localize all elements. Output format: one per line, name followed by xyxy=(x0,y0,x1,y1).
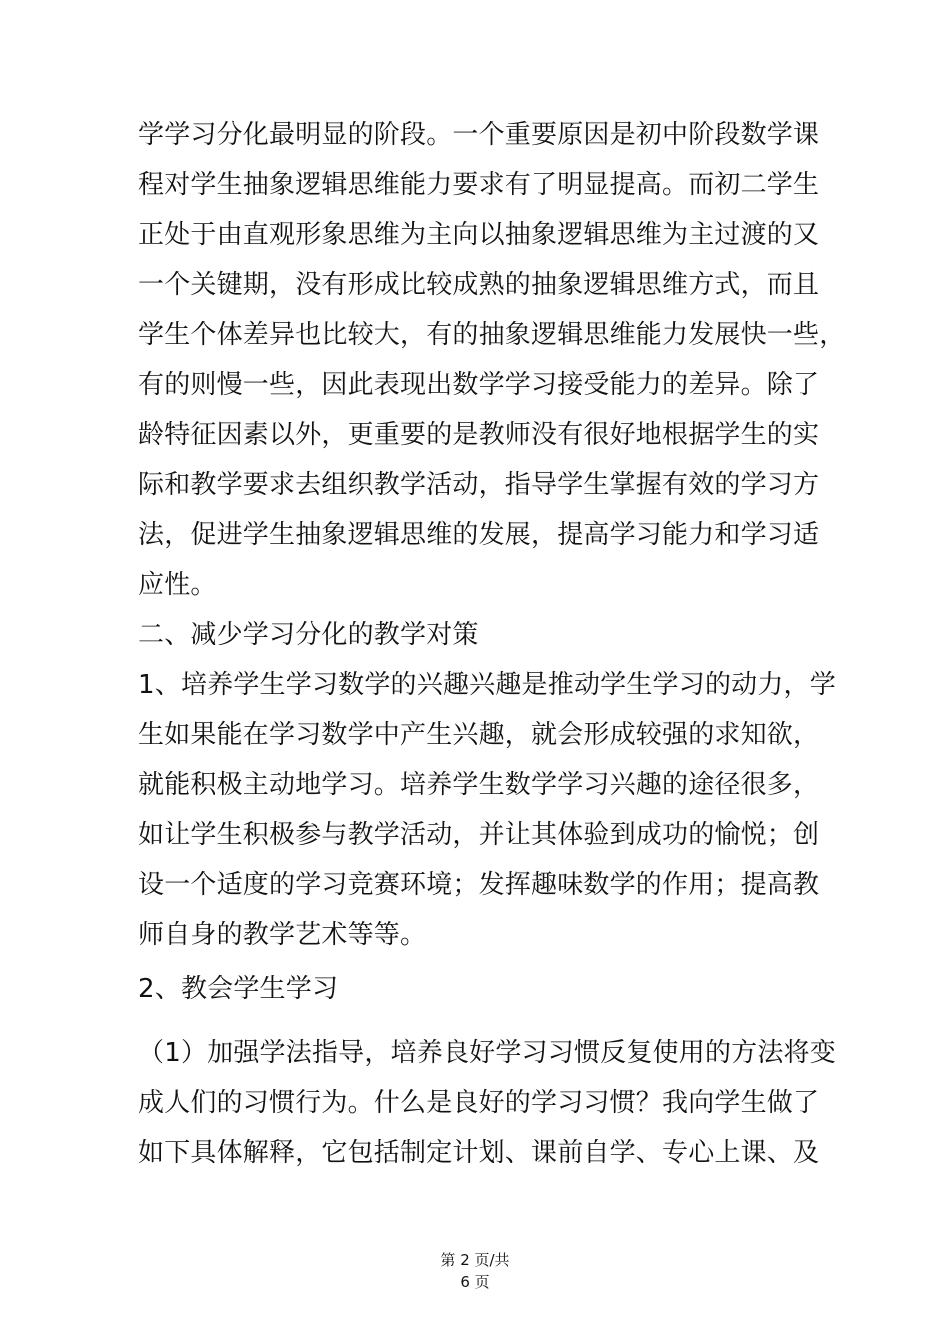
subsection-heading: 2、教会学生学习 xyxy=(138,974,339,1004)
page-number-line2: 6 页 xyxy=(460,1273,490,1291)
paragraph-line: 际和教学要求去组织教学活动，指导学生掌握有效的学习方 xyxy=(138,470,820,500)
paragraph-line: 学生个体差异也比较大，有的抽象逻辑思维能力发展快一些， xyxy=(138,320,846,350)
paragraph-line: 法，促进学生抽象逻辑思维的发展，提高学习能力和学习适 xyxy=(138,520,820,550)
page-number-line1: 第 2 页/共 xyxy=(440,1251,510,1269)
paragraph-line: 生如果能在学习数学中产生兴趣，就会形成较强的求知欲， xyxy=(138,720,820,750)
paragraph-line: 如让学生积极参与教学活动，并让其体验到成功的愉悦；创 xyxy=(138,820,820,850)
paragraph-line: 龄特征因素以外，更重要的是教师没有很好地根据学生的实 xyxy=(138,420,820,450)
paragraph-line: 应性。 xyxy=(138,570,217,600)
paragraph-line: 正处于由直观形象思维为主向以抽象逻辑思维为主过渡的又 xyxy=(138,220,820,250)
paragraph-line: 1、培养学生学习数学的兴趣兴趣是推动学生学习的动力，学 xyxy=(138,670,836,700)
paragraph-line: 如下具体解释，它包括制定计划、课前自学、专心上课、及 xyxy=(138,1138,820,1168)
paragraph-line: 一个关键期，没有形成比较成熟的抽象逻辑思维方式，而且 xyxy=(138,270,820,300)
paragraph-line: 就能积极主动地学习。培养学生数学学习兴趣的途径很多， xyxy=(138,770,820,800)
paragraph-line: 学学习分化最明显的阶段。一个重要原因是初中阶段数学课 xyxy=(138,120,820,150)
paragraph-line: （1）加强学法指导，培养良好学习习惯反复使用的方法将变 xyxy=(138,1038,836,1068)
paragraph-line: 有的则慢一些，因此表现出数学学习接受能力的差异。除了 xyxy=(138,370,820,400)
section-heading: 二、减少学习分化的教学对策 xyxy=(138,620,479,650)
paragraph-line: 成人们的习惯行为。什么是良好的学习习惯？我向学生做了 xyxy=(138,1088,820,1118)
paragraph-line: 师自身的教学艺术等等。 xyxy=(138,920,427,950)
paragraph-line: 设一个适度的学习竞赛环境；发挥趣味数学的作用；提高教 xyxy=(138,870,820,900)
paragraph-line: 程对学生抽象逻辑思维能力要求有了明显提高。而初二学生 xyxy=(138,170,820,200)
